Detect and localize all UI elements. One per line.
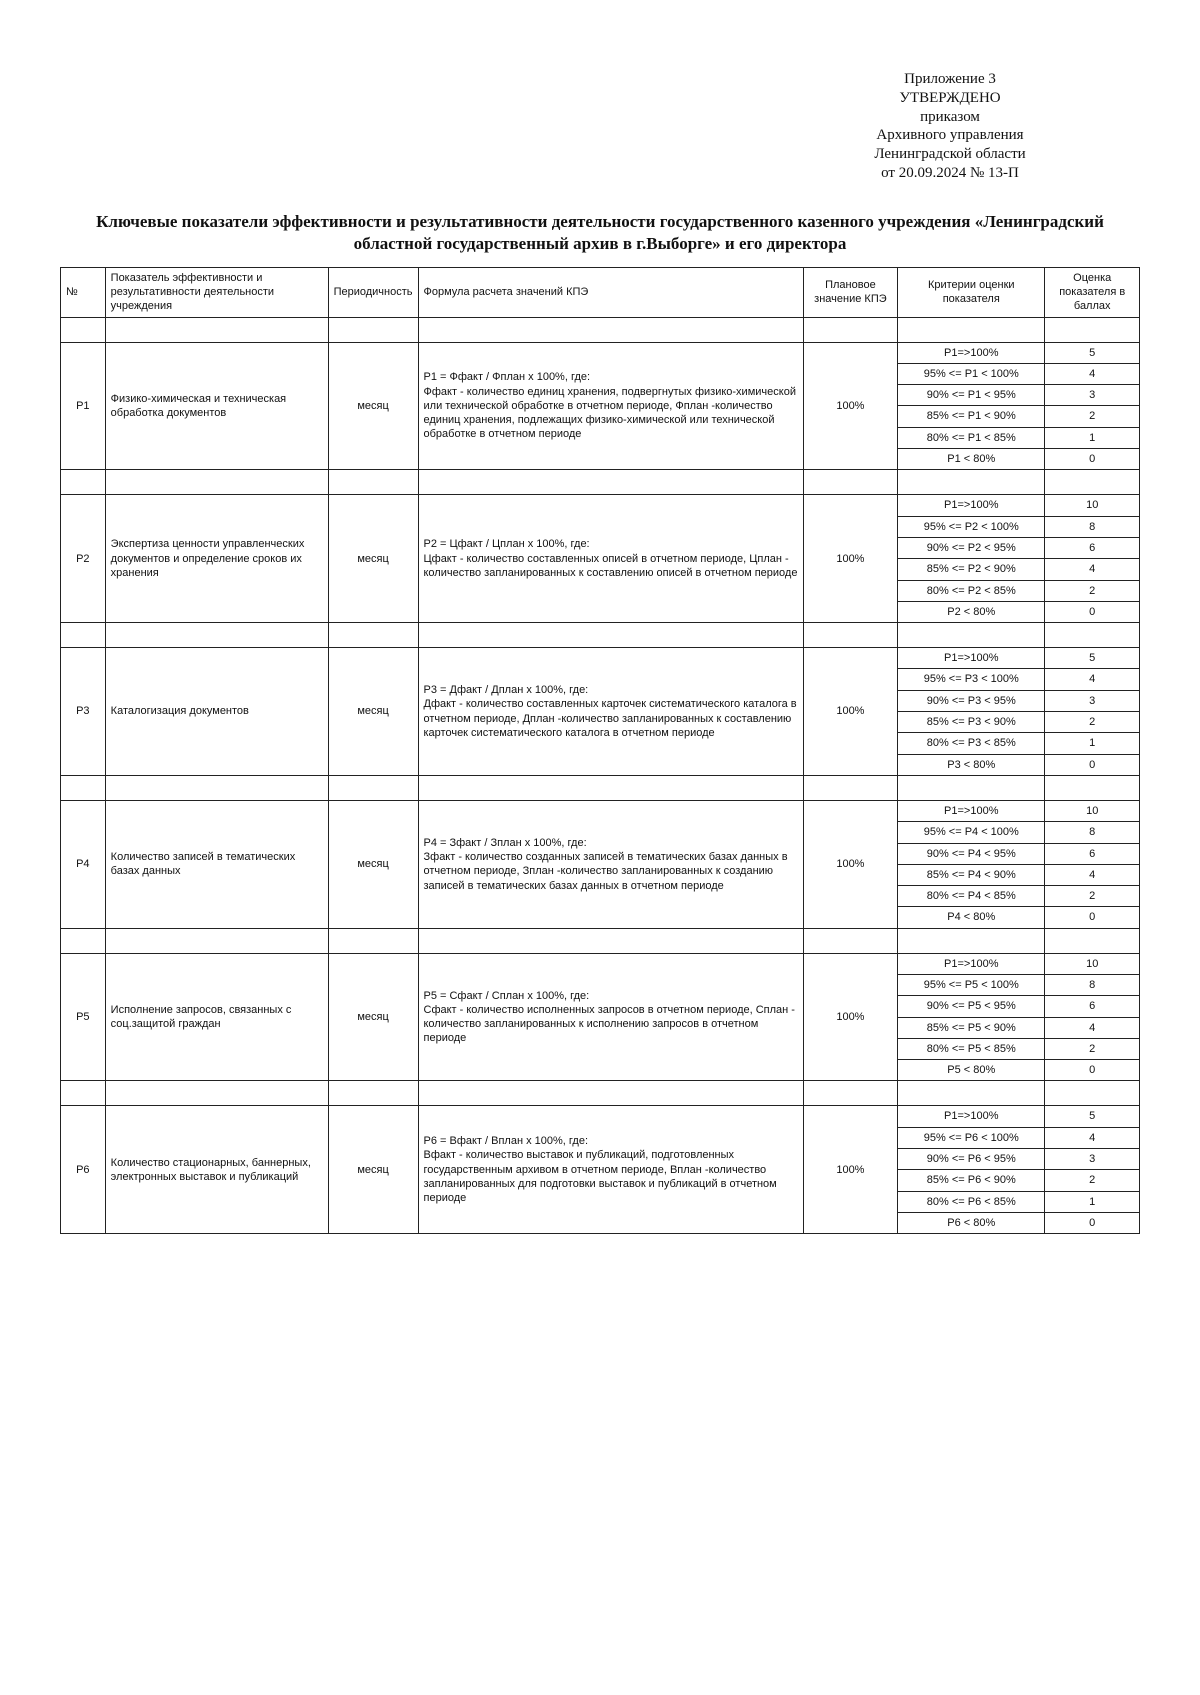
indicator-formula: Р1 = Ффакт / Фплан х 100%, где: Ффакт - количество единиц хранения, подвергнутых физико-химической или технической обработке в отчетном периоде, Фплан -количество единиц хранения, подлежащих физико-химической или технической обработке в отчетном периоде [418, 342, 803, 470]
score-cell: 1 [1045, 1191, 1140, 1212]
spacer-cell [898, 623, 1045, 648]
criteria-cell: Р4 < 80% [898, 907, 1045, 928]
score-cell: 6 [1045, 996, 1140, 1017]
spacer-cell [418, 1081, 803, 1106]
table-row [61, 342, 1140, 363]
criteria-cell: 85% <= Р3 < 90% [898, 712, 1045, 733]
table-spacer-row [61, 775, 1140, 800]
indicator-formula: Р6 = Вфакт / Вплан х 100%, где: Вфакт - количество выставок и публикаций, подготовленных государственным архивом в отчетном периоде, Вплан -количество запланированных для подготовки выставок и публикаций в отчетном периоде [418, 1106, 803, 1234]
spacer-cell [105, 1081, 328, 1106]
score-cell: 3 [1045, 1149, 1140, 1170]
spacer-cell [418, 775, 803, 800]
header-indicator: Показатель эффективности и результативности деятельности учреждения [105, 267, 328, 317]
criteria-cell: Р1=>100% [898, 648, 1045, 669]
spacer-cell [898, 470, 1045, 495]
spacer-cell [328, 623, 418, 648]
score-cell: 2 [1045, 1038, 1140, 1059]
criteria-cell: 80% <= Р6 < 85% [898, 1191, 1045, 1212]
spacer-cell [1045, 775, 1140, 800]
indicator-number: Р4 [61, 800, 106, 928]
spacer-cell [105, 775, 328, 800]
score-cell: 0 [1045, 601, 1140, 622]
spacer-cell [61, 623, 106, 648]
spacer-cell [803, 1081, 897, 1106]
indicator-plan-value: 100% [803, 648, 897, 776]
kpi-table [60, 267, 1140, 1235]
criteria-cell: 90% <= Р5 < 95% [898, 996, 1045, 1017]
criteria-cell: 90% <= Р3 < 95% [898, 690, 1045, 711]
spacer-cell [1045, 470, 1140, 495]
score-cell: 4 [1045, 363, 1140, 384]
table-spacer-row [61, 928, 1140, 953]
criteria-cell: Р5 < 80% [898, 1060, 1045, 1081]
indicator-name: Количество стационарных, баннерных, электронных выставок и публикаций [105, 1106, 328, 1234]
criteria-cell: Р1=>100% [898, 495, 1045, 516]
spacer-cell [803, 623, 897, 648]
table-row [61, 800, 1140, 821]
spacer-cell [61, 470, 106, 495]
criteria-cell: 85% <= Р4 < 90% [898, 864, 1045, 885]
spacer-cell [1045, 928, 1140, 953]
score-cell: 5 [1045, 1106, 1140, 1127]
spacer-cell [418, 317, 803, 342]
table-row [61, 495, 1140, 516]
score-cell: 2 [1045, 712, 1140, 733]
score-cell: 2 [1045, 580, 1140, 601]
criteria-cell: 85% <= Р2 < 90% [898, 559, 1045, 580]
score-cell: 0 [1045, 1060, 1140, 1081]
criteria-cell: 80% <= Р5 < 85% [898, 1038, 1045, 1059]
indicator-number: Р1 [61, 342, 106, 470]
indicator-formula: Р2 = Цфакт / Цплан х 100%, где: Цфакт - количество составленных описей в отчетном периоде, Цплан - количество запланированных к составлению описей в отчетном периоде [418, 495, 803, 623]
header-score: Оценка показателя в баллах [1045, 267, 1140, 317]
criteria-cell: Р3 < 80% [898, 754, 1045, 775]
indicator-plan-value: 100% [803, 495, 897, 623]
indicator-number: Р5 [61, 953, 106, 1081]
criteria-cell: 95% <= Р4 < 100% [898, 822, 1045, 843]
criteria-cell: Р1=>100% [898, 1106, 1045, 1127]
score-cell: 4 [1045, 1127, 1140, 1148]
indicator-plan-value: 100% [803, 1106, 897, 1234]
criteria-cell: 80% <= Р3 < 85% [898, 733, 1045, 754]
indicator-period: месяц [328, 342, 418, 470]
spacer-cell [418, 470, 803, 495]
order-date-label: от 20.09.2024 № 13-П [881, 164, 1019, 181]
criteria-cell: 90% <= Р4 < 95% [898, 843, 1045, 864]
spacer-cell [1045, 317, 1140, 342]
spacer-cell [328, 928, 418, 953]
spacer-cell [328, 317, 418, 342]
header-criteria: Критерии оценки показателя [898, 267, 1045, 317]
spacer-cell [61, 317, 106, 342]
indicator-period: месяц [328, 800, 418, 928]
score-cell: 10 [1045, 953, 1140, 974]
criteria-cell: 95% <= Р5 < 100% [898, 975, 1045, 996]
indicator-name: Физико-химическая и техническая обработка документов [105, 342, 328, 470]
score-cell: 5 [1045, 648, 1140, 669]
score-cell: 4 [1045, 864, 1140, 885]
indicator-number: Р3 [61, 648, 106, 776]
spacer-cell [803, 775, 897, 800]
spacer-cell [898, 1081, 1045, 1106]
criteria-cell: 90% <= Р2 < 95% [898, 537, 1045, 558]
criteria-cell: Р1=>100% [898, 342, 1045, 363]
score-cell: 0 [1045, 907, 1140, 928]
table-header-row [61, 267, 1140, 317]
spacer-cell [1045, 623, 1140, 648]
spacer-cell [328, 775, 418, 800]
criteria-cell: Р1=>100% [898, 800, 1045, 821]
score-cell: 2 [1045, 406, 1140, 427]
region-label: Ленинградской области [874, 146, 1026, 162]
header-num: № [61, 267, 106, 317]
indicator-name: Экспертиза ценности управленческих документов и определение сроков их хранения [105, 495, 328, 623]
score-cell: 8 [1045, 822, 1140, 843]
score-cell: 3 [1045, 385, 1140, 406]
criteria-cell: 90% <= Р6 < 95% [898, 1149, 1045, 1170]
spacer-cell [898, 317, 1045, 342]
spacer-cell [61, 928, 106, 953]
indicator-name: Количество записей в тематических базах данных [105, 800, 328, 928]
header-period: Периодичность [328, 267, 418, 317]
score-cell: 6 [1045, 843, 1140, 864]
criteria-cell: 85% <= Р5 < 90% [898, 1017, 1045, 1038]
criteria-cell: Р1=>100% [898, 953, 1045, 974]
table-row [61, 953, 1140, 974]
spacer-cell [105, 317, 328, 342]
score-cell: 0 [1045, 449, 1140, 470]
spacer-cell [418, 623, 803, 648]
order-label: приказом [920, 108, 980, 125]
table-body [61, 317, 1140, 1234]
criteria-cell: 80% <= Р1 < 85% [898, 427, 1045, 448]
table-spacer-row [61, 317, 1140, 342]
criteria-cell: 95% <= Р6 < 100% [898, 1127, 1045, 1148]
score-cell: 4 [1045, 559, 1140, 580]
indicator-period: месяц [328, 953, 418, 1081]
document-title: Ключевые показатели эффективности и результативности деятельности государственного казенного учреждения «Ленинградский областной государственный архив в г.Выборге» и его директора [96, 211, 1104, 253]
score-cell: 8 [1045, 516, 1140, 537]
score-cell: 8 [1045, 975, 1140, 996]
spacer-cell [328, 470, 418, 495]
criteria-cell: 95% <= Р3 < 100% [898, 669, 1045, 690]
indicator-period: месяц [328, 495, 418, 623]
score-cell: 3 [1045, 690, 1140, 711]
table-spacer-row [61, 623, 1140, 648]
header-formula: Формула расчета значений КПЭ [418, 267, 803, 317]
approval-block [760, 70, 1140, 183]
indicator-plan-value: 100% [803, 800, 897, 928]
score-cell: 4 [1045, 1017, 1140, 1038]
indicator-name: Исполнение запросов, связанных с соц.защитой граждан [105, 953, 328, 1081]
appendix-label: Приложение 3 [904, 71, 996, 87]
criteria-cell: 85% <= Р6 < 90% [898, 1170, 1045, 1191]
spacer-cell [898, 775, 1045, 800]
spacer-cell [803, 470, 897, 495]
spacer-cell [418, 928, 803, 953]
score-cell: 0 [1045, 754, 1140, 775]
spacer-cell [61, 1081, 106, 1106]
criteria-cell: 85% <= Р1 < 90% [898, 406, 1045, 427]
criteria-cell: 90% <= Р1 < 95% [898, 385, 1045, 406]
indicator-formula: Р3 = Дфакт / Дплан х 100%, где: Дфакт - количество составленных карточек систематического каталога в отчетном периоде, Дплан -количество запланированных к составлению карточек систематического каталога в отчетном периоде [418, 648, 803, 776]
score-cell: 2 [1045, 1170, 1140, 1191]
criteria-cell: 95% <= Р1 < 100% [898, 363, 1045, 384]
criteria-cell: Р2 < 80% [898, 601, 1045, 622]
indicator-plan-value: 100% [803, 953, 897, 1081]
spacer-cell [803, 928, 897, 953]
score-cell: 2 [1045, 886, 1140, 907]
header-plan: Плановое значение КПЭ [803, 267, 897, 317]
score-cell: 6 [1045, 537, 1140, 558]
criteria-cell: Р1 < 80% [898, 449, 1045, 470]
indicator-period: месяц [328, 1106, 418, 1234]
indicator-formula: Р5 = Сфакт / Сплан х 100%, где: Сфакт - количество исполненных запросов в отчетном периоде, Сплан - количество запланированных к исполнению запросов в отчетном периоде [418, 953, 803, 1081]
spacer-cell [105, 623, 328, 648]
spacer-cell [898, 928, 1045, 953]
table-row [61, 648, 1140, 669]
spacer-cell [803, 317, 897, 342]
criteria-cell: 80% <= Р2 < 85% [898, 580, 1045, 601]
criteria-cell: 95% <= Р2 < 100% [898, 516, 1045, 537]
spacer-cell [61, 775, 106, 800]
indicator-number: Р6 [61, 1106, 106, 1234]
spacer-cell [105, 928, 328, 953]
criteria-cell: 80% <= Р4 < 85% [898, 886, 1045, 907]
spacer-cell [1045, 1081, 1140, 1106]
score-cell: 5 [1045, 342, 1140, 363]
score-cell: 10 [1045, 800, 1140, 821]
score-cell: 1 [1045, 427, 1140, 448]
table-spacer-row [61, 470, 1140, 495]
criteria-cell: Р6 < 80% [898, 1212, 1045, 1233]
approved-label: УТВЕРЖДЕНО [899, 89, 1001, 106]
spacer-cell [328, 1081, 418, 1106]
indicator-name: Каталогизация документов [105, 648, 328, 776]
score-cell: 1 [1045, 733, 1140, 754]
table-row [61, 1106, 1140, 1127]
indicator-period: месяц [328, 648, 418, 776]
score-cell: 10 [1045, 495, 1140, 516]
score-cell: 4 [1045, 669, 1140, 690]
spacer-cell [105, 470, 328, 495]
indicator-plan-value: 100% [803, 342, 897, 470]
table-spacer-row [61, 1081, 1140, 1106]
indicator-formula: Р4 = Зфакт / Зплан х 100%, где: Зфакт - количество созданных записей в тематических базах данных в отчетном периоде, Зплан -количество запланированных к созданию записей в тематических базах данных в отчетном периоде [418, 800, 803, 928]
indicator-number: Р2 [61, 495, 106, 623]
score-cell: 0 [1045, 1212, 1140, 1233]
issuer-label: Архивного управления [876, 127, 1024, 144]
